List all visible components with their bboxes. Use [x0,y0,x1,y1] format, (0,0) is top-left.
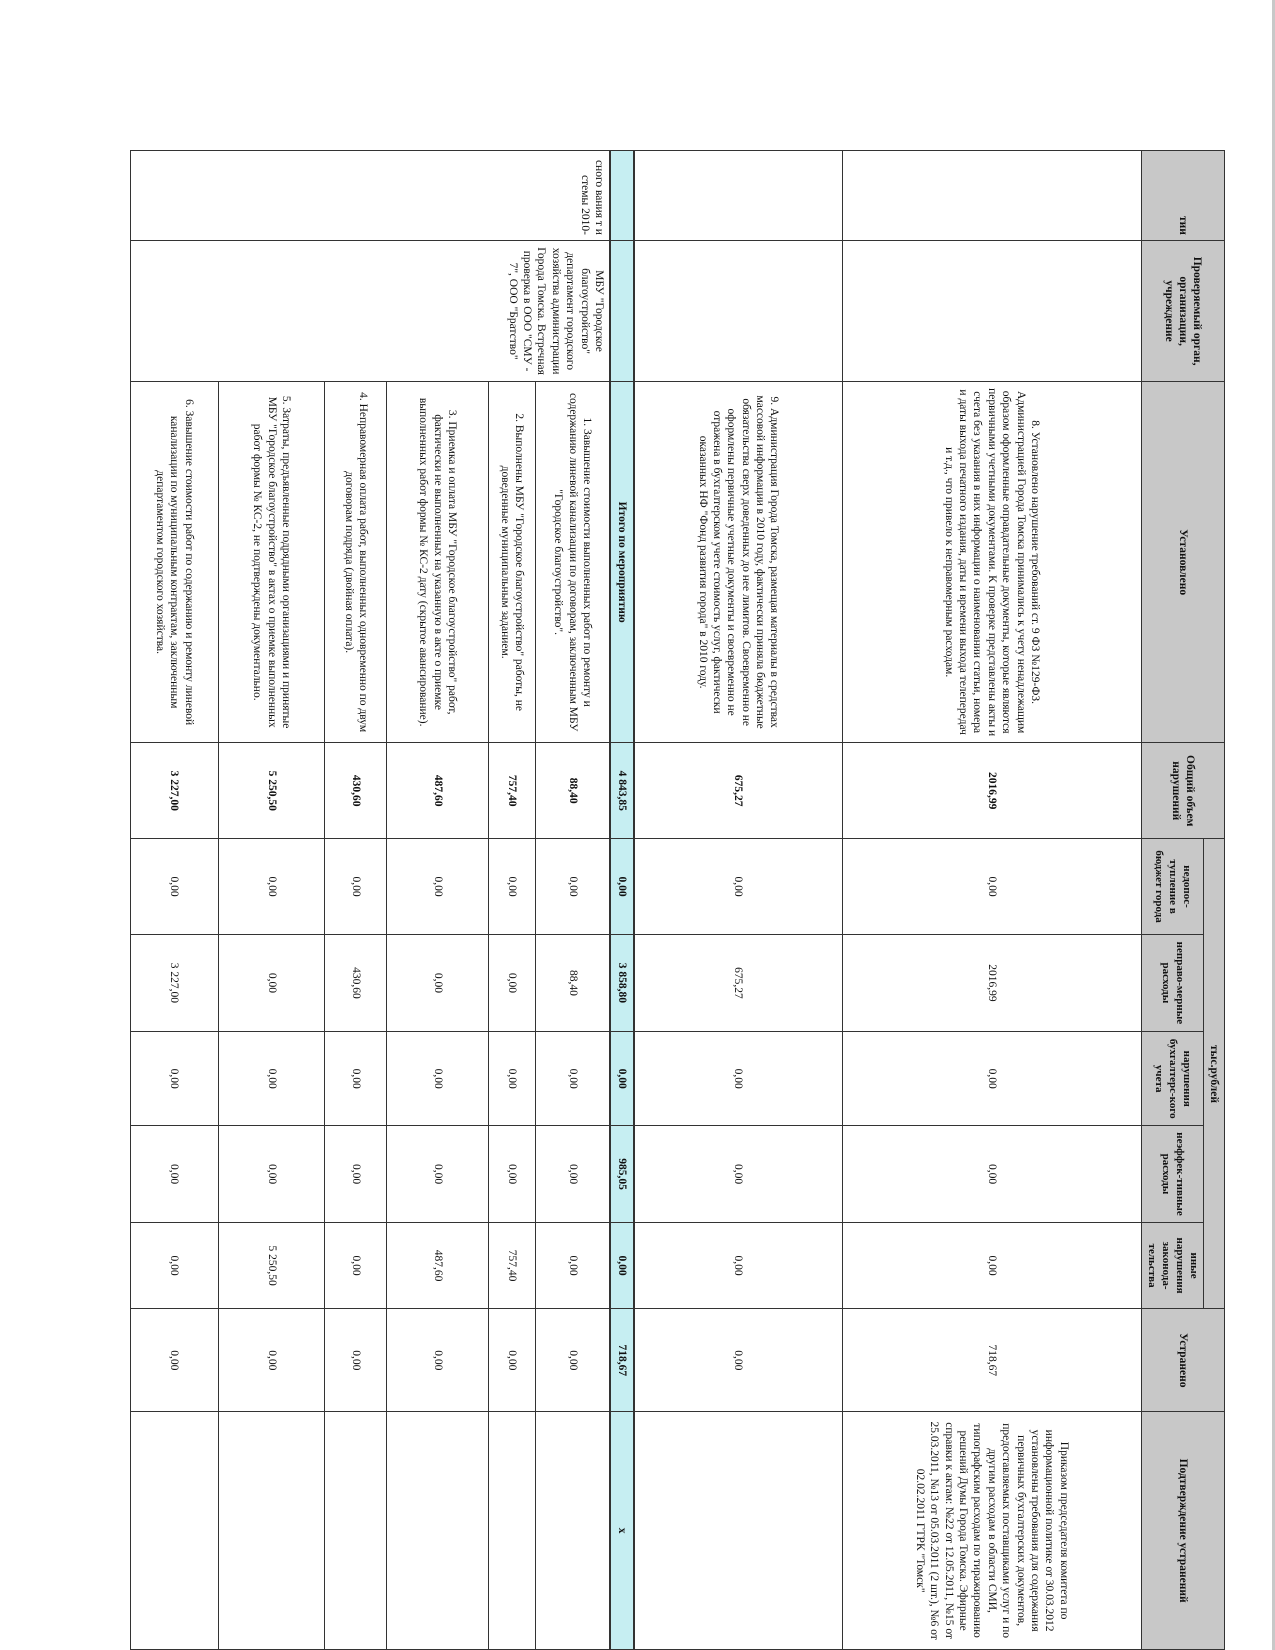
underpay-cell: 0,00 [535,839,610,934]
org-cell-empty [634,240,842,381]
confirm-cell-empty [535,1412,610,1650]
other-cell: 0,00 [842,1222,1141,1309]
header-ineffective: неэффек-тивные расходы [1141,1126,1203,1222]
found-cell: 3. Приемка и оплата МБУ "Городское благоустройство" работ, фактически не выполненных на указанную в акте о приемке выполненных работ формы № КС-2 дату (скрытое авансирование). [387,382,488,743]
confirm-cell: Приказом председателя комитета по информационной политике от 30.03.2012 установлены требования для содержания первичных бухгалтерских документов, предоставляемых поставщиками услуг и по другим расходам в области СМИ, типографским расходам по тиражированию решений Думы Города Томска. Эфирные справки к актам: №22 от 12.05.2011, №15 от 25.03.2011, №13 от 05.03.2011 (2 шт.), №6 от 02.02.2011 ГТРК "Томск" [842,1412,1141,1650]
total-label: Итого по мероприятию [610,382,634,743]
header-confirm: Подтверждение устранений [1141,1412,1224,1650]
header-fixed: Устранено [1141,1309,1224,1412]
illegal-cell: 0,00 [218,934,325,1031]
illegal-cell: 2016,99 [842,934,1141,1031]
accounting-cell: 0,00 [131,1032,219,1126]
rotated-table-frame [130,150,1225,1650]
total-row [610,151,634,1650]
fixed-cell: 718,67 [842,1309,1141,1412]
header-underpay: недопос-тупление в бюджет города [1141,839,1203,934]
illegal-cell: 88,40 [535,934,610,1031]
other-cell: 0,00 [325,1222,387,1309]
total-total: 4 843,85 [610,743,634,839]
confirm-cell-empty [488,1412,535,1650]
header-accounting: нарушения бухгалтерс-кого учета [1141,1032,1203,1126]
total-confirm: x [610,1412,634,1650]
found-cell: 8. Установлено нарушение требований ст. 9 ФЗ №129-ФЗ. Администрацией Города Томска принимались к учету ненадлежащим образом оформленные оправдательные документы, которые являются первичными учетными документами. К проверке представлены акты и счета без указания в них информации о наименовании статьи, номера и даты выхода печатного издания, даты и времени выхода телепередач и т.д., что привело к неправомерным расходам. [842,382,1141,743]
fixed-cell: 0,00 [218,1309,325,1412]
total-accounting: 0,00 [610,1032,634,1126]
ineffective-cell: 0,00 [634,1126,842,1222]
illegal-cell: 3 227,00 [131,934,219,1031]
event-cell-empty [634,151,842,241]
ineffective-cell: 0,00 [218,1126,325,1222]
event-cell-empty [842,151,1141,241]
accounting-cell: 0,00 [842,1032,1141,1126]
total-illegal: 3 858,80 [610,934,634,1031]
confirm-cell-empty [325,1412,387,1650]
total-cell: 88,40 [535,743,610,839]
illegal-cell: 0,00 [387,934,488,1031]
illegal-cell: 675,27 [634,934,842,1031]
ineffective-cell: 0,00 [488,1126,535,1222]
ineffective-cell: 0,00 [387,1126,488,1222]
total-fixed: 718,67 [610,1309,634,1412]
other-cell: 5 250,50 [218,1222,325,1309]
accounting-cell: 0,00 [535,1032,610,1126]
fixed-cell: 0,00 [535,1309,610,1412]
total-cell: 430,60 [325,743,387,839]
header-illegal: неправо-мерные расходы [1141,934,1203,1031]
underpay-cell: 0,00 [634,839,842,934]
fixed-cell: 0,00 [325,1309,387,1412]
next-org-cell: МБУ "Городское благоустройство" департамент городского хозяйства администрации Города Томска. Встречная проверка в ООО "СМУ - 7", ООО "Братство" [131,240,611,381]
fixed-cell: 0,00 [488,1309,535,1412]
confirm-cell-empty [218,1412,325,1650]
accounting-cell: 0,00 [387,1032,488,1126]
table-row [535,151,610,1650]
table-row [842,151,1141,1650]
total-cell: 675,27 [634,743,842,839]
total-cell: 757,40 [488,743,535,839]
accounting-cell: 0,00 [634,1032,842,1126]
underpay-cell: 0,00 [325,839,387,934]
total-cell: 2016,99 [842,743,1141,839]
org-cell-empty [842,240,1141,381]
accounting-cell: 0,00 [325,1032,387,1126]
other-cell: 0,00 [634,1222,842,1309]
header-total: Общий объем нарушений [1141,743,1224,839]
total-cell: 3 227,00 [131,743,219,839]
other-cell: 0,00 [535,1222,610,1309]
other-cell: 0,00 [131,1222,219,1309]
total-underpay: 0,00 [610,839,634,934]
other-cell: 487,60 [387,1222,488,1309]
fixed-cell: 0,00 [634,1309,842,1412]
ineffective-cell: 0,00 [842,1126,1141,1222]
header-org: Проверяемый орган, организации, учреждение [1141,240,1224,381]
total-ineffective: 985,05 [610,1126,634,1222]
underpay-cell: 0,00 [842,839,1141,934]
header-units: тыс.рублей [1203,839,1224,1309]
ineffective-cell: 0,00 [535,1126,610,1222]
table-row [634,151,842,1650]
fixed-cell: 0,00 [131,1309,219,1412]
header-event: тии [1141,151,1224,241]
confirm-cell [634,1412,842,1650]
confirm-cell-empty [387,1412,488,1650]
found-cell: 9. Администрация Города Томска, размещая материалы в средствах массовой информации в 2010 году, фактически приняла бюджетные обязательства сверх доведенных до нее лимитов. Своевременно не оформлены первичные учетные документы и своевременно не отражена в бухгалтерском учете стоимость услуг, фактически оказанных НФ "Фонд развития города" в 2010 году. [634,382,842,743]
ineffective-cell: 0,00 [131,1126,219,1222]
found-cell: 1. Завышение стоимости выполненных работ по ремонту и содержанию линевой канализации по договорам, заключенным МБУ "Городское благоустройство". [535,382,610,743]
confirm-cell-empty [131,1412,219,1650]
next-event-cell: сного вания т и стемы 2010- [131,151,611,241]
total-event-empty [610,151,634,241]
total-org-empty [610,240,634,381]
other-cell: 757,40 [488,1222,535,1309]
found-cell: 5. Затраты, предъявленные подрядными организациями и принятые МБУ "Городское благоустройство" в актах о приемке выполненных работ формы № КС-2, не подтверждены документально. [218,382,325,743]
accounting-cell: 0,00 [488,1032,535,1126]
header-other: иные нарушения законода-тельства [1141,1222,1203,1309]
accounting-cell: 0,00 [218,1032,325,1126]
total-other: 0,00 [610,1222,634,1309]
underpay-cell: 0,00 [131,839,219,934]
underpay-cell: 0,00 [387,839,488,934]
fixed-cell: 0,00 [387,1309,488,1412]
ineffective-cell: 0,00 [325,1126,387,1222]
illegal-cell: 0,00 [488,934,535,1031]
found-cell: 4. Неправомерная оплата работ, выполненных одновременно по двум договорам подряда (двойная оплата). [325,382,387,743]
illegal-cell: 430,60 [325,934,387,1031]
header-found: Установлено [1141,382,1224,743]
found-cell: 6. Завышение стоимости работ по содержанию и ремонту линевой канализации по муниципальным контрактам, заключенным департаментом городского хозяйства. [131,382,219,743]
underpay-cell: 0,00 [488,839,535,934]
found-cell: 2. Выполнены МБУ "Городское благоустройство" работы, не доведенные муниципальным заданием. [488,382,535,743]
violations-table [130,150,1225,1650]
total-cell: 487,60 [387,743,488,839]
total-cell: 5 250,50 [218,743,325,839]
underpay-cell: 0,00 [218,839,325,934]
